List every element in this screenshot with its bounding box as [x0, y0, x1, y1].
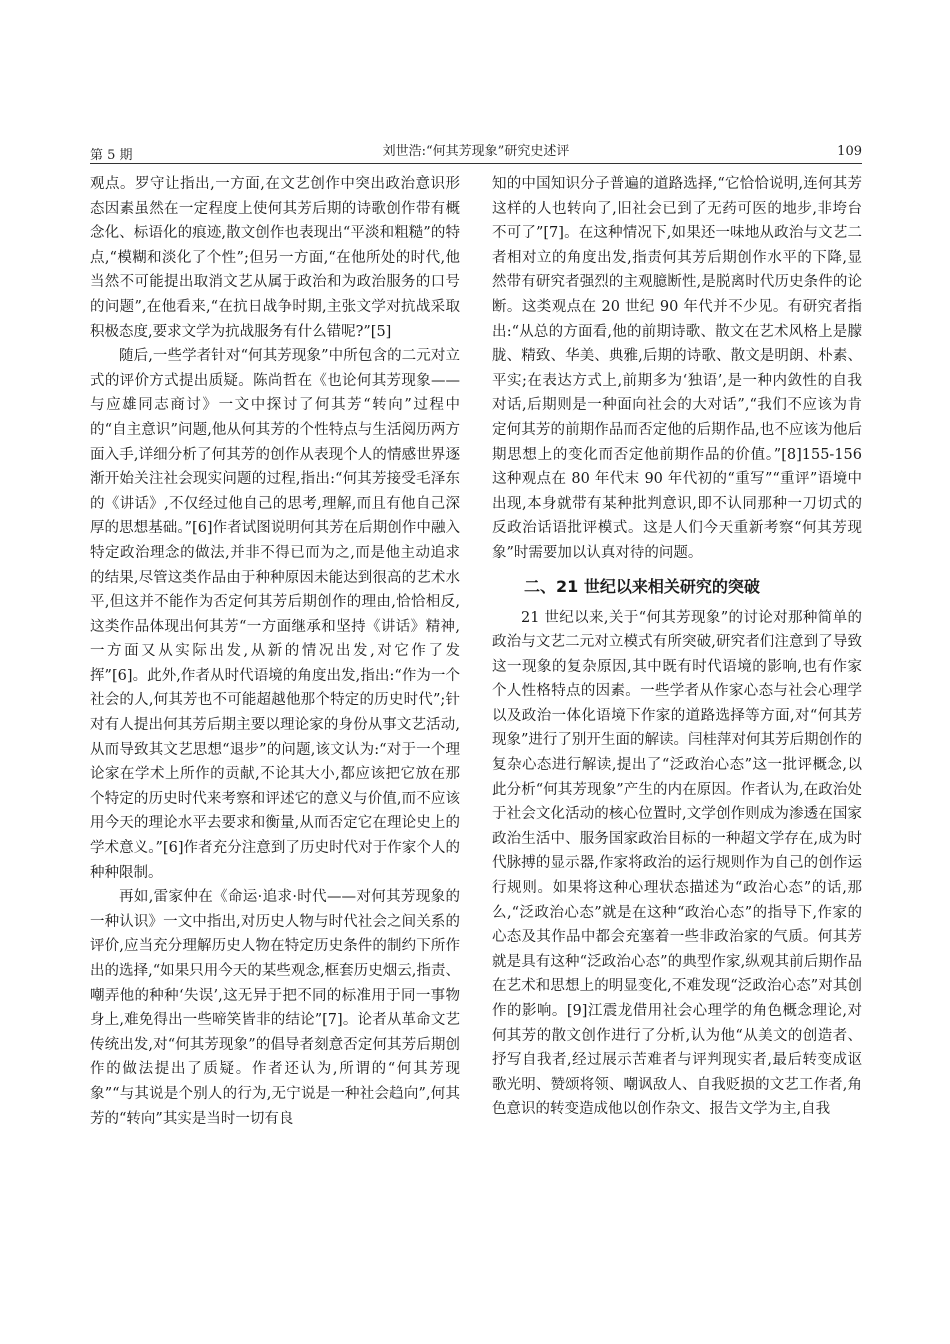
- paragraph: 21 世纪以来,关于“何其芳现象”的讨论对那种简单的政治与文艺二元对立模式有所突破,研究者们注意到了导致这一现象的复杂原因,其中既有时代语境的影响,也有作家个人性格特点的因素。一些学者从作家心态与社会心理学以及政治一体化语境下作家的道路选择等方面,对“何其芳现象”进行了别开生面的解读。闫桂萍对何其芳后期创作的复杂心态进行解读,提出了“泛政治心态”这一批评概念,以此分析“何其芳现象”产生的内在原因。作者认为,在政治处于社会文化活动的核心位置时,文学创作则成为渗透在国家政治生活中、服务国家政治目标的一种超文学存在,成为时代脉搏的显示器,作家将政治的运行规则作为自己的创作运行规则。如果将这种心理状态描述为“政治心态”的话,那么,“泛政治心态”就是在这种“政治心态”的指导下,作家的心态及其作品中都会充塞着一些非政治家的气质。何其芳就是具有这种“泛政治心态”的典型作家,纵观其前后期作品在艺术和思想上的明显变化,不难发现“泛政治心态”对其创作的影响。[9]江震龙借用社会心理学的角色概念理论,对何其芳的散文创作进行了分析,认为他“从美文的创造者、抒写自我者,经过展示苦难者与评判现实者,最后转变成讴歌光明、赞颂将领、嘲讽敌人、自我贬损的文艺工作者,角色意识的转变造成他以创作杂文、报告文学为主,自我: [492, 609, 862, 1118]
- right-column: [492, 172, 862, 1122]
- header-rule: [90, 163, 862, 164]
- paragraph: 观点。罗守让指出,一方面,在文艺创作中突出政治意识形态因素虽然在一定程度上使何其芳后期的诗歌创作带有概念化、标语化的痕迹,散文创作也表现出“平淡和粗糙”的特点,“模糊和淡化了个性”;但另一方面,“在他所处的时代,他当然不可能提出取消文艺从属于政治和为政治服务的口号的问题”,在他看来,“在抗日战争时期,主张文学对抗战采取积极态度,要求文学为抗战服务有什么错呢?”[5]: [90, 176, 460, 340]
- paragraph: 知的中国知识分子普遍的道路选择,“它恰恰说明,连何其芳这样的人也转向了,旧社会已到了无药可医的地步,非垮台不可了”[7]。在这种情况下,如果还一味地从政治与文艺二者相对立的角度出发,指责何其芳后期创作水平的下降,显然带有研究者强烈的主观臆断性,是脱离时代历史条件的论断。这类观点在 20 世纪 90 年代并不少见。有研究者指出:“从总的方面看,他的前期诗歌、散文在艺术风格上是朦胧、精致、华美、典雅,后期的诗歌、散文是明朗、朴素、平实;在表达方式上,前期多为‘独语’,是一种内敛性的自我对话,后期则是一种面向社会的大对话”,“我们不应该为肯定何其芳的前期作品而否定他的后期作品,也不应该为他后期思想上的变化而否定他前期作品的价值。”[8]155-156 这种观点在 80 年代末 90 年代初的“重写”“重评”语境中出现,本身就带有某种批判意识,即不认同那种一刀切式的反政治话语批评模式。这是人们今天重新考察“何其芳现象”时需要加以认真对待的问题。: [492, 176, 862, 561]
- left-column: [90, 172, 460, 1131]
- paragraph: 再如,雷家仲在《命运·追求·时代——对何其芳现象的一种认识》一文中指出,对历史人物与时代社会之间关系的评价,应当充分理解历史人物在特定历史条件的制约下所作出的选择,“如果只用今天的某些观念,框套历史烟云,指责、嘲弄他的种种‘失误’,这无异于把不同的标准用于同一事物身上,难免得出一些啼笑皆非的结论”[7]。论者从革命文艺传统出发,对“何其芳现象”的倡导者刻意否定何其芳后期创作的做法提出了质疑。作者还认为,所谓的“何其芳现象”“与其说是个别人的行为,无宁说是一种社会趋向”,何其芳的“转向”其实是当时一切有良: [90, 889, 460, 1127]
- running-title: 刘世浩:“何其芳现象”研究史述评: [382, 144, 570, 159]
- section-heading: 二、21 世纪以来相关研究的突破: [524, 576, 760, 596]
- page-number: 109: [837, 144, 862, 159]
- paragraph: 随后,一些学者针对“何其芳现象”中所包含的二元对立式的评价方式提出质疑。陈尚哲在《也论何其芳现象——与应雄同志商讨》一文中探讨了何其芳“转向”过程中的“自主意识”问题,他从何其芳的个性特点与生活阅历两方面入手,详细分析了何其芳的创作从表现个人的情感世界逐渐开始关注社会现实问题的过程,指出:“何其芳接受毛泽东的《讲话》,不仅经过他自己的思考,理解,而且有他自己深厚的思想基础。”[6]作者试图说明何其芳在后期创作中融入特定政治理念的做法,并非不得已而为之,而是他主动追求的结果,尽管这类作品由于种种原因未能达到很高的艺术水平,但这并不能作为否定何其芳后期创作的理由,恰恰相反,这类作品体现出何其芳“一方面继承和坚持《讲话》精神,一方面又从实际出发,从新的情况出发,对它作了发挥”[6]。此外,作者从时代语境的角度出发,指出:“作为一个社会的人,何其芳也不可能超越他那个特定的历史时代”;针对有人提出何其芳后期主要以理论家的身份从事文艺活动,从而导致其文艺思想“退步”的问题,该文认为:“对于一个理论家在学术上所作的贡献,不论其大小,都应该把它放在那个特定的历史时代来考察和评述它的意义与价值,而不应该用今天的理论水平去要求和衡量,从而否定它在理论史上的学术意义。”[6]作者充分注意到了历史时代对于作家个人的种种限制。: [90, 348, 460, 881]
- running-header: [90, 140, 862, 162]
- issue-number: 第 5 期: [90, 148, 133, 163]
